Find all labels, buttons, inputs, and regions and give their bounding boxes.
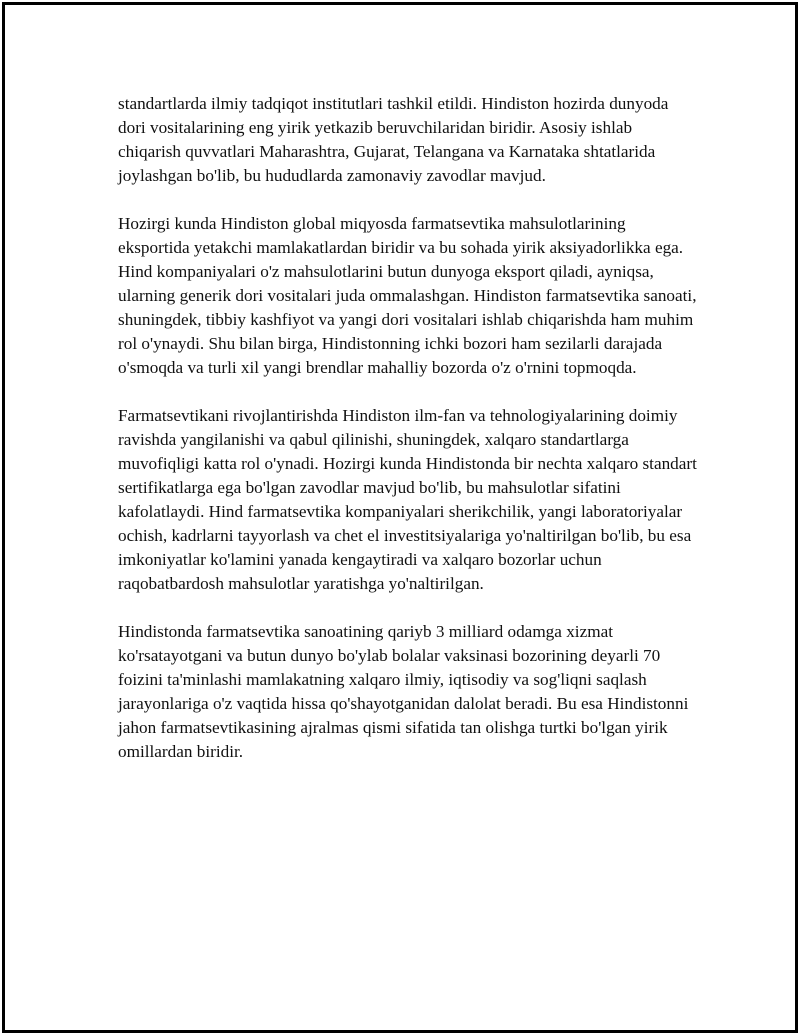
paragraph-4: Hindistonda farmatsevtika sanoatining qariyb 3 milliard odamga xizmat ko'rsatayotgani va butun dunyo bo'ylab bolalar vaksinasi bozorining deyarli 70 foizini ta'minlashi mamlakatning xalqaro ilmiy, iqtisodiy va sog'liqni saqlash jarayonlariga o'z vaqtida hissa qo'shayotganidan dalolat beradi. Bu esa Hindistonni jahon farmatsevtikasining ajralmas qismi sifatida tan olishga turtki bo'lgan yirik omillardan biridir. [118,622,689,761]
paragraph-1: standartlarda ilmiy tadqiqot institutlari tashkil etildi. Hindiston hozirda dunyoda dori vositalarining eng yirik yetkazib beruvchilaridan biridir. Asosiy ishlab chiqarish quvvatlari Maharashtra, Gujarat, Telangana va Karnataka shtatlarida joylashgan bo'lib, bu hududlarda zamonaviy zavodlar mavjud. [118,94,669,185]
paragraph-2: Hozirgi kunda Hindiston global miqyosda farmatsevtika mahsulotlarining eksportida yetakchi mamlakatlardan biridir va bu sohada yirik aksiyadorlikka ega. Hind kompaniyalari o'z mahsulotlarini butun dunyoga eksport qiladi, ayniqsa, ularning generik dori vositalari juda ommalashgan. Hindiston farmatsevtika sanoati, shuningdek, tibbiy kashfiyot va yangi dori vositalari ishlab chiqarishda ham muhim rol o'ynaydi. Shu bilan birga, Hindistonning ichki bozori ham sezilarli darajada o'smoqda va turli xil yangi brendlar mahalliy bozorda o'z o'rnini topmoqda. [118,214,697,377]
paragraph-3: Farmatsevtikani rivojlantirishda Hindiston ilm-fan va tehnologiyalarining doimiy ravishda yangilanishi va qabul qilinishi, shuningdek, xalqaro standartlarga muvofiqligi katta rol o'ynadi. Hozirgi kunda Hindistonda bir nechta xalqaro standart sertifikatlarga ega bo'lgan zavodlar mavjud bo'lib, bu mahsulotlar sifatini kafolatlaydi. Hind farmatsevtika kompaniyalari sherikchilik, yangi laboratoriyalar ochish, kadrlarni tayyorlash va chet el investitsiyalariga yo'naltirilgan bo'lib, bu esa imkoniyatlar ko'lamini yanada kengaytiradi va xalqaro bozorlar uchun raqobatbardosh mahsulotlar yaratishga yo'naltirilgan. [118,406,697,593]
document-body [118,92,698,788]
